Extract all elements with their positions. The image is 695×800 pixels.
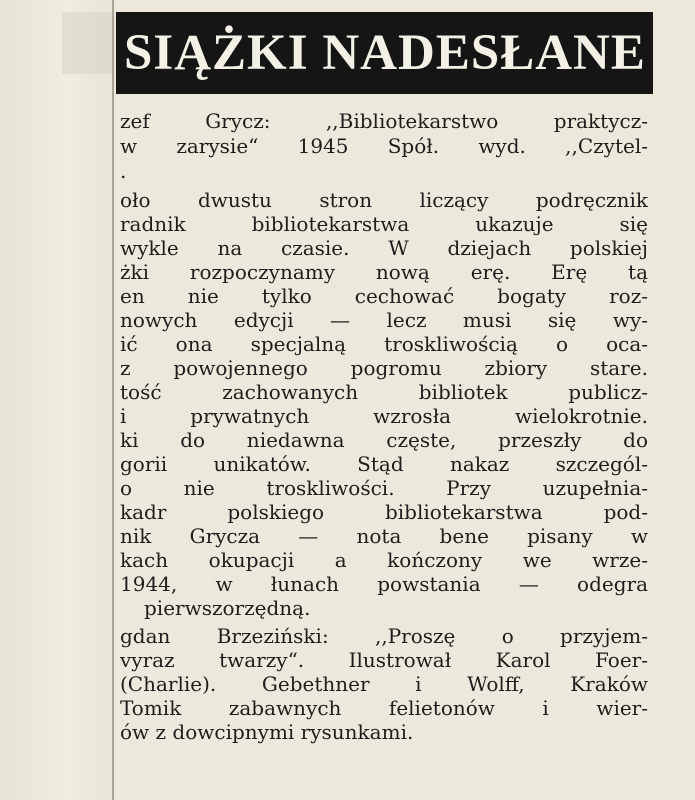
show-through-heading-mark [62, 12, 112, 74]
article-line: pierwszorzędną. [144, 596, 311, 620]
article-line: nik Grycza — nota bene pisany w [120, 524, 648, 548]
article-line: wykle na czasie. W dziejach polskiej [120, 236, 648, 260]
column-divider [112, 0, 114, 800]
article-line: żki rozpoczynamy nową erę. Erę tą [120, 260, 648, 284]
article-line: tość zachowanych bibliotek publicz- [120, 380, 648, 404]
section-heading: SIĄŻKI NADESŁANE [124, 25, 646, 81]
article-line: radnik bibliotekarstwa ukazuje się [120, 212, 648, 236]
article-line: o nie troskliwości. Przy uzupełnia- [120, 476, 648, 500]
show-through-margin [0, 0, 112, 800]
article-line: ów z dowcipnymi rysunkami. [120, 720, 414, 744]
article-line: 1944, w łunach powstania — odegra [120, 572, 648, 596]
article-line: zef Grycz: ,,Bibliotekarstwo praktycz- [120, 109, 648, 133]
article-line: kach okupacji a kończony we wrze- [120, 548, 648, 572]
article-line: en nie tylko cechować bogaty roz- [120, 284, 648, 308]
article-line: Tomik zabawnych felietonów i wier- [120, 696, 648, 720]
article-line: ki do niedawna częste, przeszły do [120, 428, 648, 452]
article-line: kadr polskiego bibliotekarstwa pod- [120, 500, 648, 524]
article-line: (Charlie). Gebethner i Wolff, Kraków [120, 672, 648, 696]
article-line: oło dwustu stron liczący podręcznik [120, 188, 648, 212]
article-line: vyraz twarzy“. Ilustrował Karol Foer- [120, 648, 648, 672]
article-line: gorii unikatów. Stąd nakaz szczegól- [120, 452, 648, 476]
article-line: w zarysie“ 1945 Spół. wyd. ,,Czytel- [120, 134, 648, 158]
article-line: ić ona specjalną troskliwością o oca- [120, 332, 648, 356]
article-line: nowych edycji — lecz musi się wy- [120, 308, 648, 332]
article-line: z powojennego pogromu zbiory stare. [120, 356, 648, 380]
section-heading-band [116, 12, 653, 94]
article-line: i prywatnych wzrosła wielokrotnie. [120, 404, 648, 428]
article-line: . [120, 159, 127, 183]
article-line: gdan Brzeziński: ,,Proszę o przyjem- [120, 624, 648, 648]
